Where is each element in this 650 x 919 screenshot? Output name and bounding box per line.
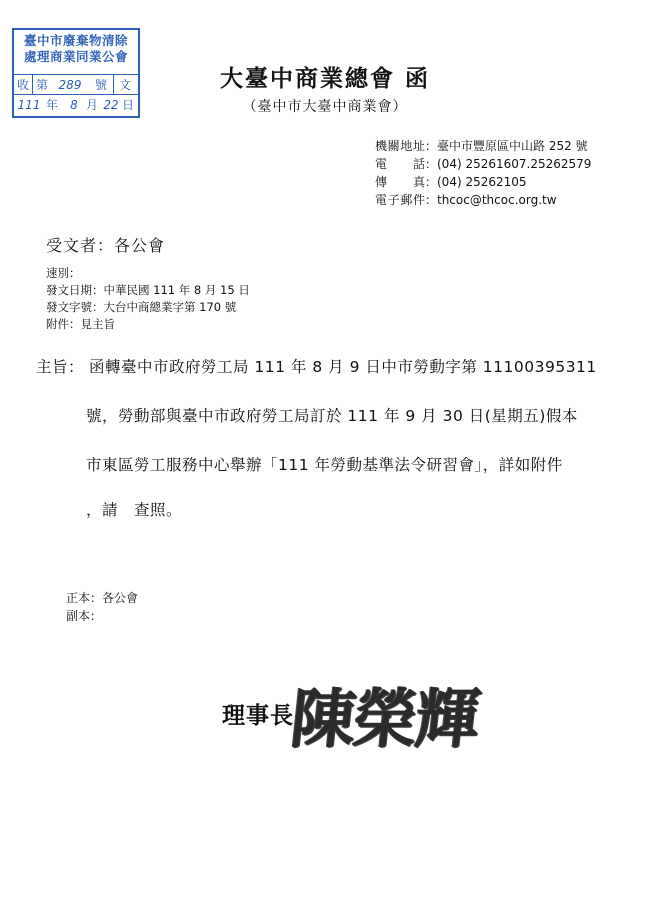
stamp-no-label: 第 — [35, 78, 48, 92]
stamp-yue: 月 — [85, 98, 98, 112]
contact-email-label: 電子郵件 — [375, 193, 425, 207]
meta-date: 發文日期：中華民國 111 年 8 月 15 日 — [46, 283, 250, 297]
subject-label: 主旨： — [36, 358, 85, 376]
copies-main: 正本：各公會 — [66, 591, 139, 605]
subject-line-4: ，請 查照。 — [86, 501, 183, 519]
chairman-signature-seal — [287, 668, 482, 768]
stamp-month-value: 8 — [70, 98, 78, 112]
contact-fax-label: 傳真 — [375, 175, 425, 189]
recipient: 受文者：各公會 — [46, 236, 166, 255]
contact-email — [375, 191, 557, 209]
meta-ref: 發文字號：大台中商總業字第 170 號 — [46, 300, 237, 314]
stamp-recv-label: 收 — [16, 78, 29, 92]
stamp-nian: 年 — [45, 98, 58, 112]
subject-line-1: 函轉臺中市政府勞工局 111 年 8 月 9 日中市勞動字第 11100395311 — [89, 358, 597, 376]
contact-phone-value: ：(04) 25261607.25262579 — [425, 157, 592, 171]
meta-speed: 速別： — [46, 266, 81, 280]
contact-phone-label: 電話 — [375, 157, 425, 171]
stamp-no-value: 289 — [58, 78, 82, 92]
stamp-hao: 號 — [94, 78, 107, 92]
contact-phone — [375, 155, 591, 173]
contact-address — [375, 137, 588, 155]
chairman-title: 理事長 — [222, 702, 294, 729]
copies-cc: 副本： — [66, 609, 103, 623]
subject-line-3: 市東區勞工服務中心舉辦「111 年勞動基準法令研習會」，詳如附件 — [86, 456, 563, 474]
chairman-signature-name: 陳榮輝 — [287, 682, 482, 757]
contact-address-value: ：臺中市豐原區中山路 252 號 — [425, 139, 588, 153]
document-subtitle: （臺中市大臺中商業會） — [242, 99, 408, 115]
stamp-year-value: 111 — [17, 98, 41, 112]
contact-address-label: 機關地址 — [375, 139, 425, 153]
stamp-org-line1: 臺中市廢棄物清除 — [23, 33, 128, 48]
stamp-day-value: 22 — [103, 98, 119, 112]
stamp-wen: 文 — [118, 78, 131, 92]
subject-line-2: 號，勞動部與臺中市政府勞工局訂於 111 年 9 月 30 日(星期五)假本 — [86, 407, 578, 425]
stamp-org-line2: 處理商業同業公會 — [23, 49, 128, 64]
contact-fax-value: ：(04) 25262105 — [425, 175, 527, 189]
document-title: 大臺中商業總會 函 — [219, 66, 430, 92]
contact-email-value: ：thcoc@thcoc.org.tw — [425, 193, 557, 207]
meta-attachment: 附件：見主旨 — [46, 317, 115, 331]
contact-fax — [375, 173, 527, 191]
stamp-ri: 日 — [121, 98, 134, 112]
